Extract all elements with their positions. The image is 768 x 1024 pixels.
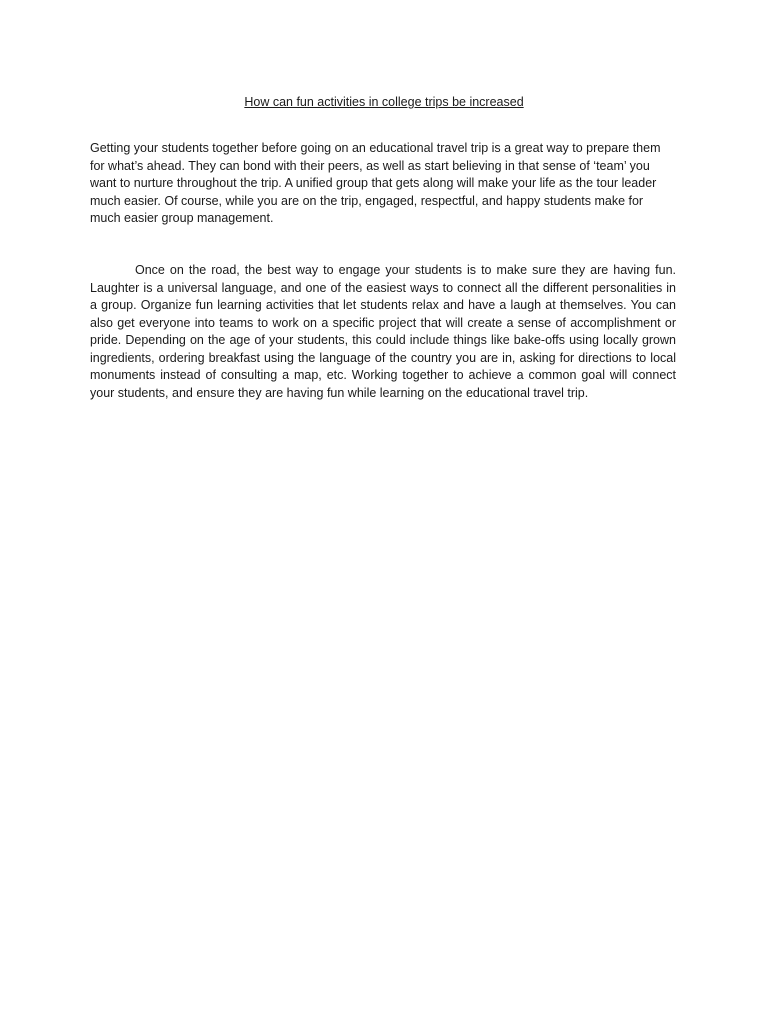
document-title: How can fun activities in college trips be increased	[244, 95, 524, 109]
paragraph-intro: Getting your students together before going on an educational travel trip is a great way to prepare them for what’s ahead. They can bond with their peers, as well as start believing in that sense of ‘team’ you want to nurture throughout the trip. A unified group that gets along will make your life as the tour leader much easier. Of course, while you are on the trip, engaged, respectful, and happy students make for much easier group management.	[90, 141, 661, 225]
paragraph-engagement: Once on the road, the best way to engage your students is to make sure they are having fun. Laughter is a universal language, and one of the easiest ways to connect all the different personalities in a group. Organize fun learning activities that let students relax and have a laugh at themselves. You can also get everyone into teams to work on a specific project that will create a sense of accomplishment or pride. Depending on the age of your students, this could include things like bake-offs using locally grown ingredients, ordering breakfast using the language of the country you are in, asking for directions to local monuments instead of consulting a map, etc. Working together to achieve a common goal will connect your students, and ensure they are having fun while learning on the educational travel trip.	[90, 263, 676, 400]
